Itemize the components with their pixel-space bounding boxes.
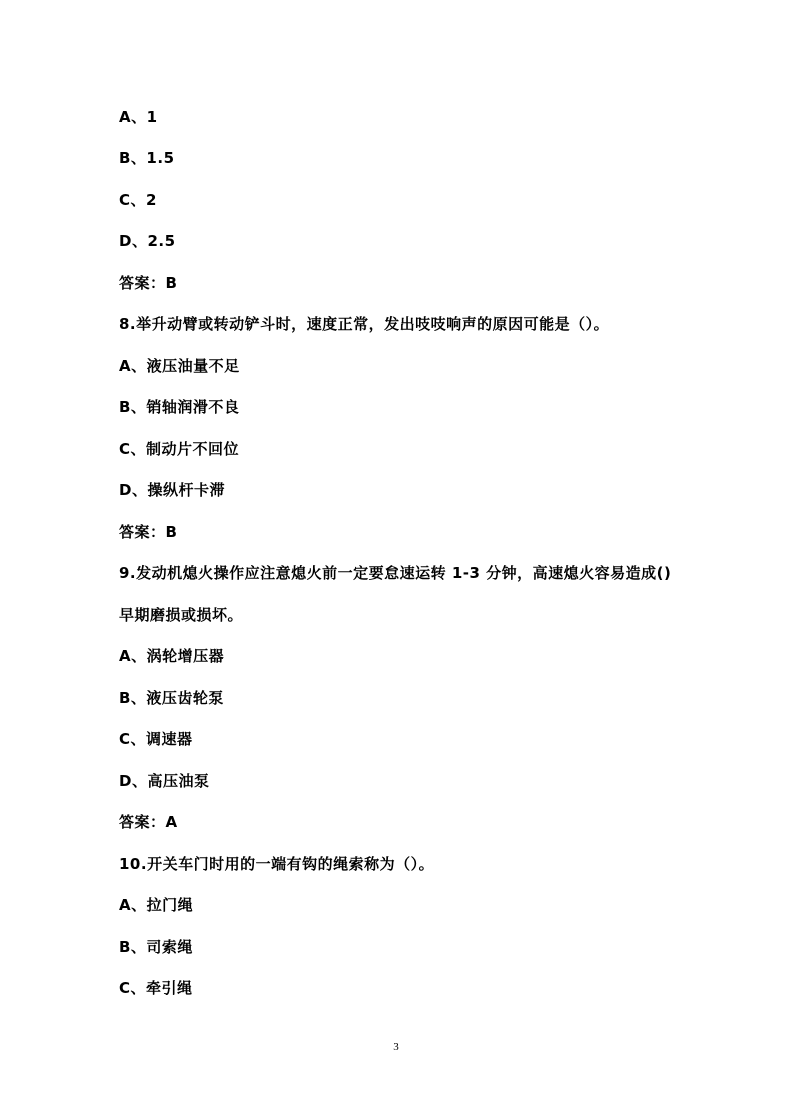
q8-answer: 答案：B [119, 523, 178, 541]
q7-option-c: C、2 [119, 191, 157, 209]
q7-option-a: A、1 [119, 108, 158, 126]
q10-option-b: B、司索绳 [119, 938, 193, 956]
q7-option-b: B、1.5 [119, 149, 175, 167]
q8-option-d: D、操纵杆卡滞 [119, 481, 225, 499]
q8-option-c: C、制动片不回位 [119, 440, 240, 458]
q9-option-c: C、调速器 [119, 730, 193, 748]
q9-question-line1: 9.发动机熄火操作应注意熄火前一定要怠速运转 1-3 分钟，高速熄火容易造成() [119, 564, 672, 582]
q8-question: 8.举升动臂或转动铲斗时，速度正常，发出吱吱响声的原因可能是（）。 [119, 315, 610, 333]
page-number: 3 [393, 1041, 399, 1053]
q8-option-a: A、液压油量不足 [119, 357, 240, 375]
q10-question: 10.开关车门时用的一端有钩的绳索称为（）。 [119, 855, 435, 873]
q7-answer: 答案：B [119, 274, 178, 292]
q9-option-b: B、液压齿轮泵 [119, 689, 224, 707]
q10-option-a: A、拉门绳 [119, 896, 194, 914]
q9-question-line2: 早期磨损或损坏。 [119, 606, 244, 624]
q10-option-c: C、牵引绳 [119, 979, 193, 997]
q7-option-d: D、2.5 [119, 232, 176, 250]
q9-option-d: D、高压油泵 [119, 772, 210, 790]
q9-option-a: A、涡轮增压器 [119, 647, 225, 665]
q9-answer: 答案：A [119, 813, 178, 831]
q8-option-b: B、销轴润滑不良 [119, 398, 240, 416]
